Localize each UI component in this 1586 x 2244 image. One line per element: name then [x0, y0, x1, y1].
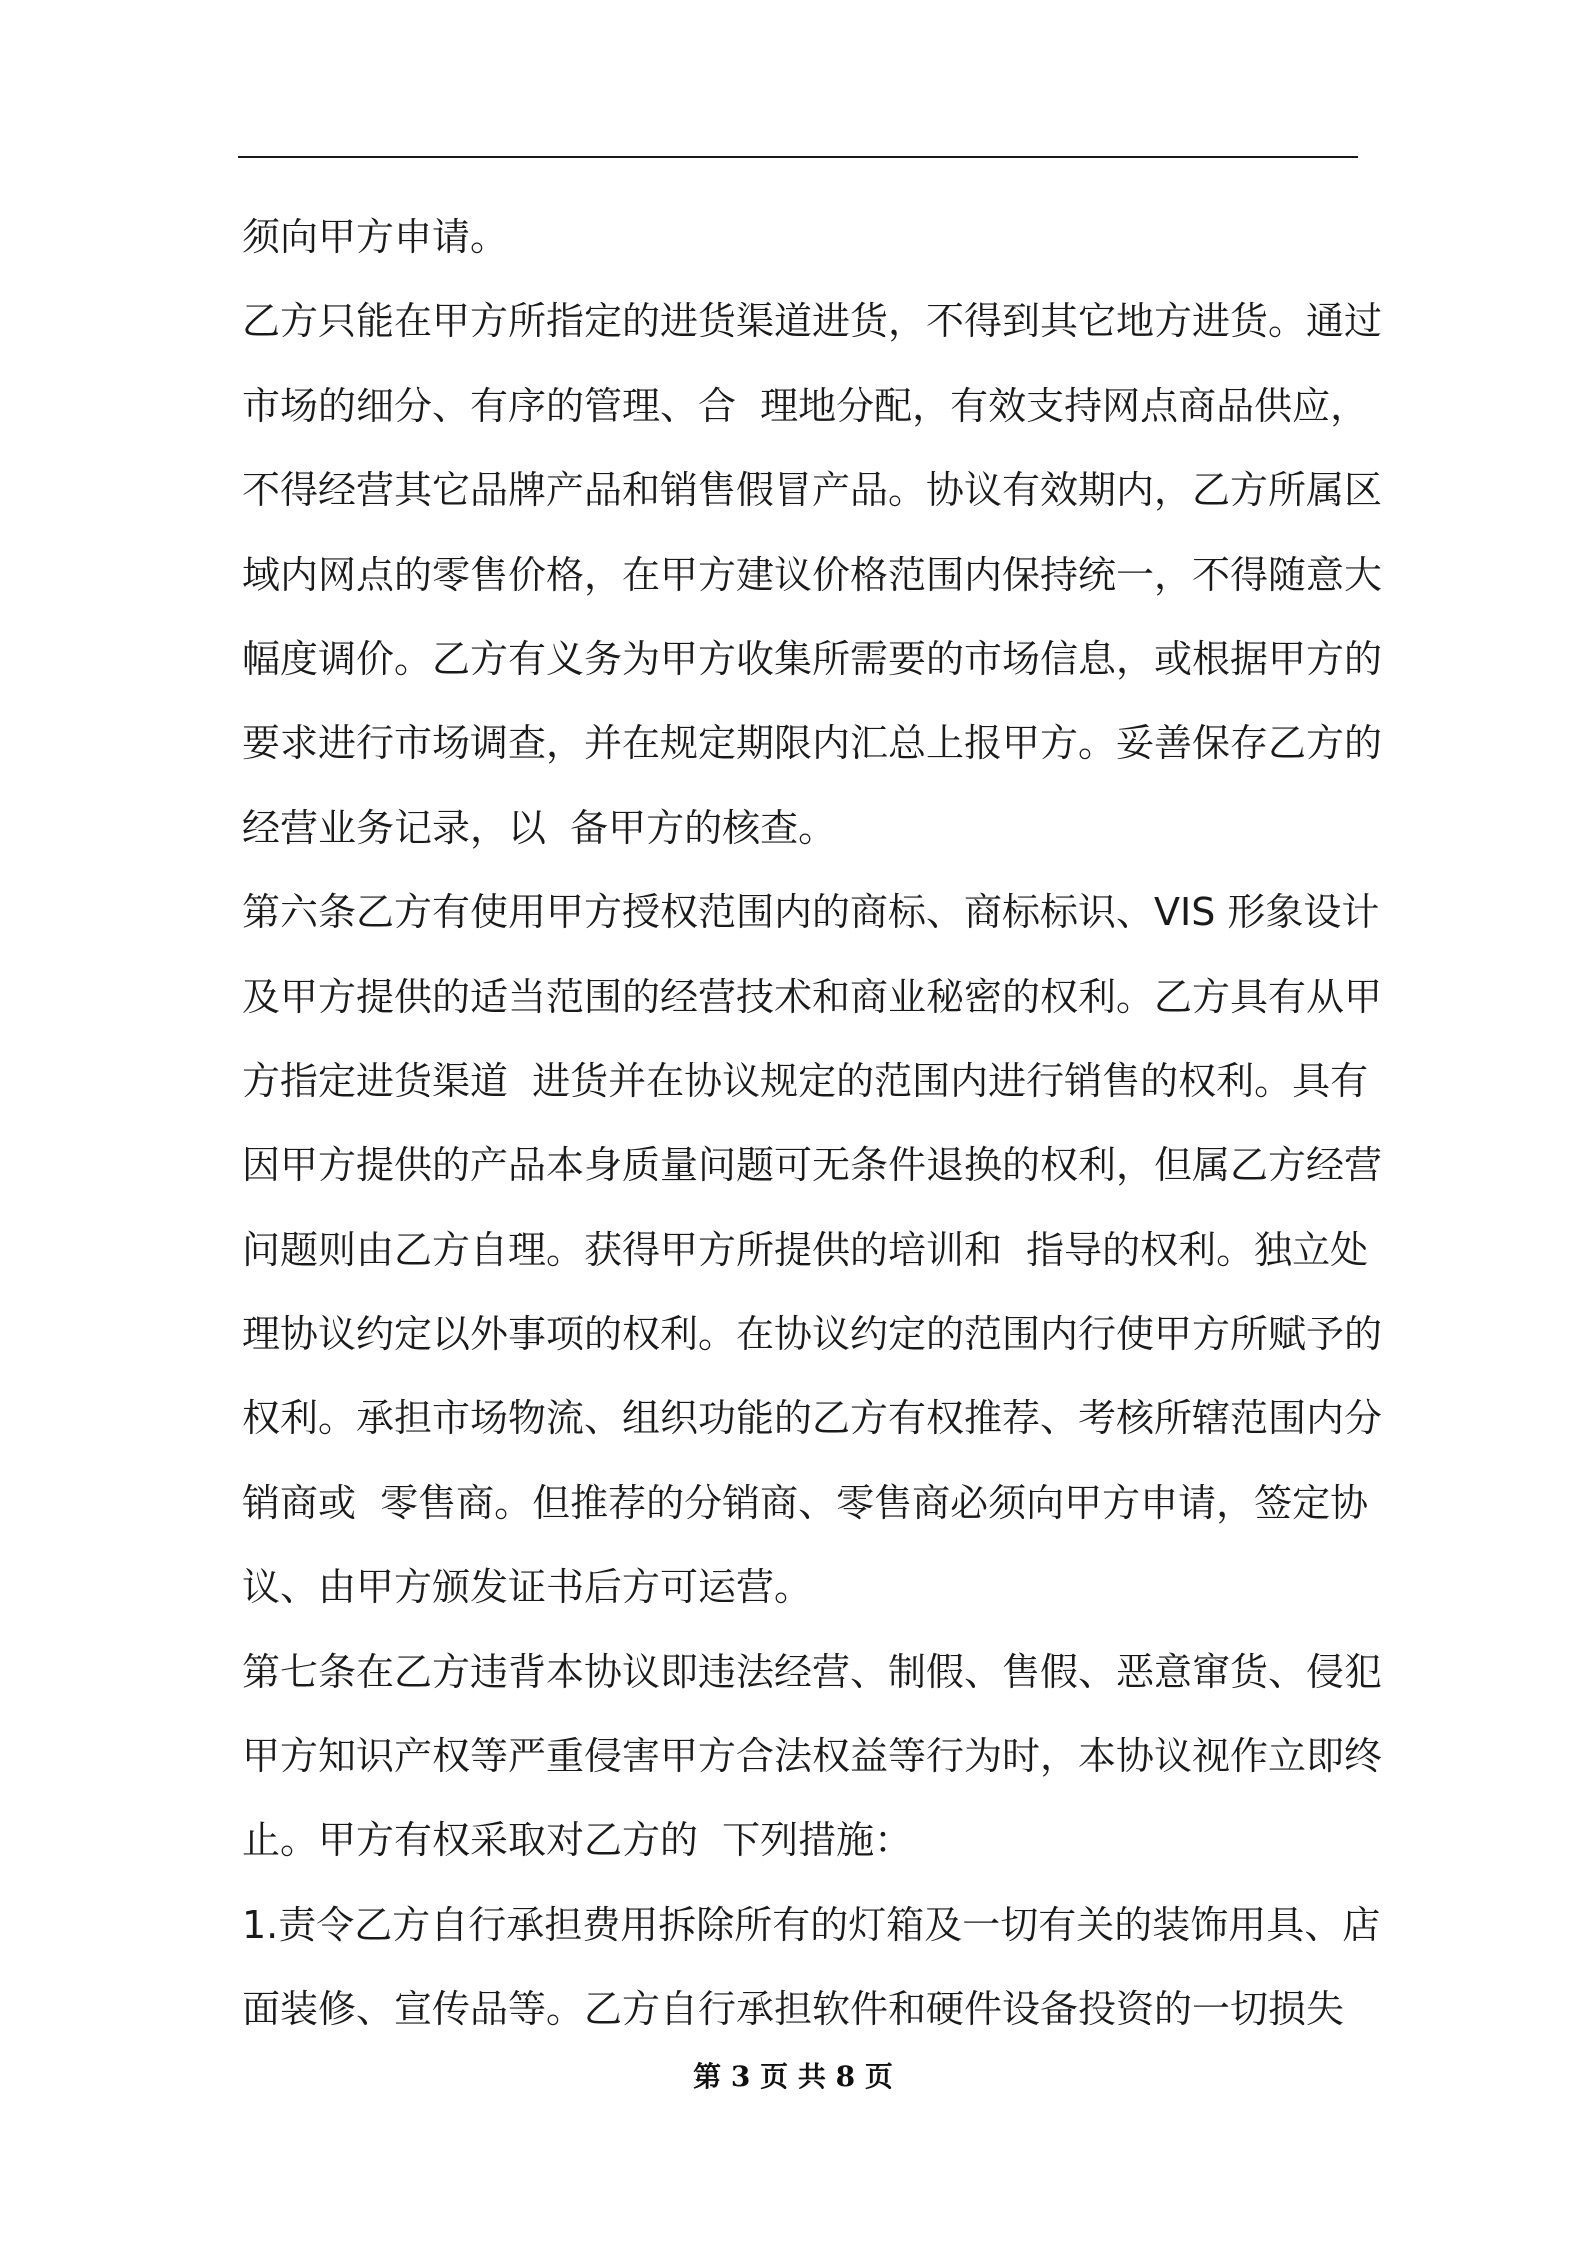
text-line: 须向甲方申请。	[242, 215, 509, 259]
text-line: 乙方只能在甲方所指定的进货渠道进货，不得到其它地方进货。通过	[242, 299, 1383, 344]
text-line: 不得经营其它品牌产品和销售假冒产品。协议有效期内，乙方所属区	[242, 468, 1383, 513]
text-line: 议、由甲方颁发证书后方可运营。	[242, 1565, 813, 1610]
text-line: 经营业务记录，以 备甲方的核查。	[242, 805, 837, 850]
document-body	[242, 195, 1383, 2052]
text-line: 及甲方提供的适当范围的经营技术和商业秘密的权利。乙方具有从甲	[242, 974, 1383, 1019]
text-line: 幅度调价。乙方有义务为甲方收集所需要的市场信息，或根据甲方的	[242, 636, 1383, 681]
header-rule	[238, 156, 1358, 158]
text-line: 域内网点的零售价格，在甲方建议价格范围内保持统一，不得随意大	[242, 552, 1383, 597]
text-line: 要求进行市场调查，并在规定期限内汇总上报甲方。妥善保存乙方的	[242, 721, 1383, 766]
text-line: 第六条乙方有使用甲方授权范围内的商标、商标标识、VIS 形象设计	[242, 890, 1380, 935]
text-line: 理协议约定以外事项的权利。在协议约定的范围内行使甲方所赋予的	[242, 1312, 1383, 1357]
text-line: 面装修、宣传品等。乙方自行承担软件和硬件设备投资的一切损失	[242, 1987, 1345, 2032]
text-line: 因甲方提供的产品本身质量问题可无条件退换的权利，但属乙方经营	[242, 1143, 1383, 1188]
text-line: 权利。承担市场物流、组织功能的乙方有权推荐、考核所辖范围内分	[242, 1396, 1383, 1441]
text-line: 1.责令乙方自行承担费用拆除所有的灯箱及一切有关的装饰用具、店	[242, 1902, 1381, 1947]
text-line: 第七条在乙方违背本协议即违法经营、制假、售假、恶意窜货、侵犯	[242, 1649, 1383, 1694]
text-line: 市场的细分、有序的管理、合 理地分配，有效支持网点商品供应，	[242, 383, 1369, 428]
text-line: 方指定进货渠道 进货并在协议规定的范围内进行销售的权利。具有	[242, 1058, 1369, 1103]
text-line: 止。甲方有权采取对乙方的 下列措施：	[242, 1818, 913, 1863]
text-line: 销商或 零售商。但推荐的分销商、零售商必须向甲方申请，签定协	[242, 1480, 1369, 1525]
page-footer: 第 3 页 共 8 页	[693, 2060, 893, 2093]
text-line: 甲方知识产权等严重侵害甲方合法权益等行为时，本协议视作立即终	[242, 1734, 1383, 1779]
text-line: 问题则由乙方自理。获得甲方所提供的培训和 指导的权利。独立处	[242, 1227, 1369, 1272]
